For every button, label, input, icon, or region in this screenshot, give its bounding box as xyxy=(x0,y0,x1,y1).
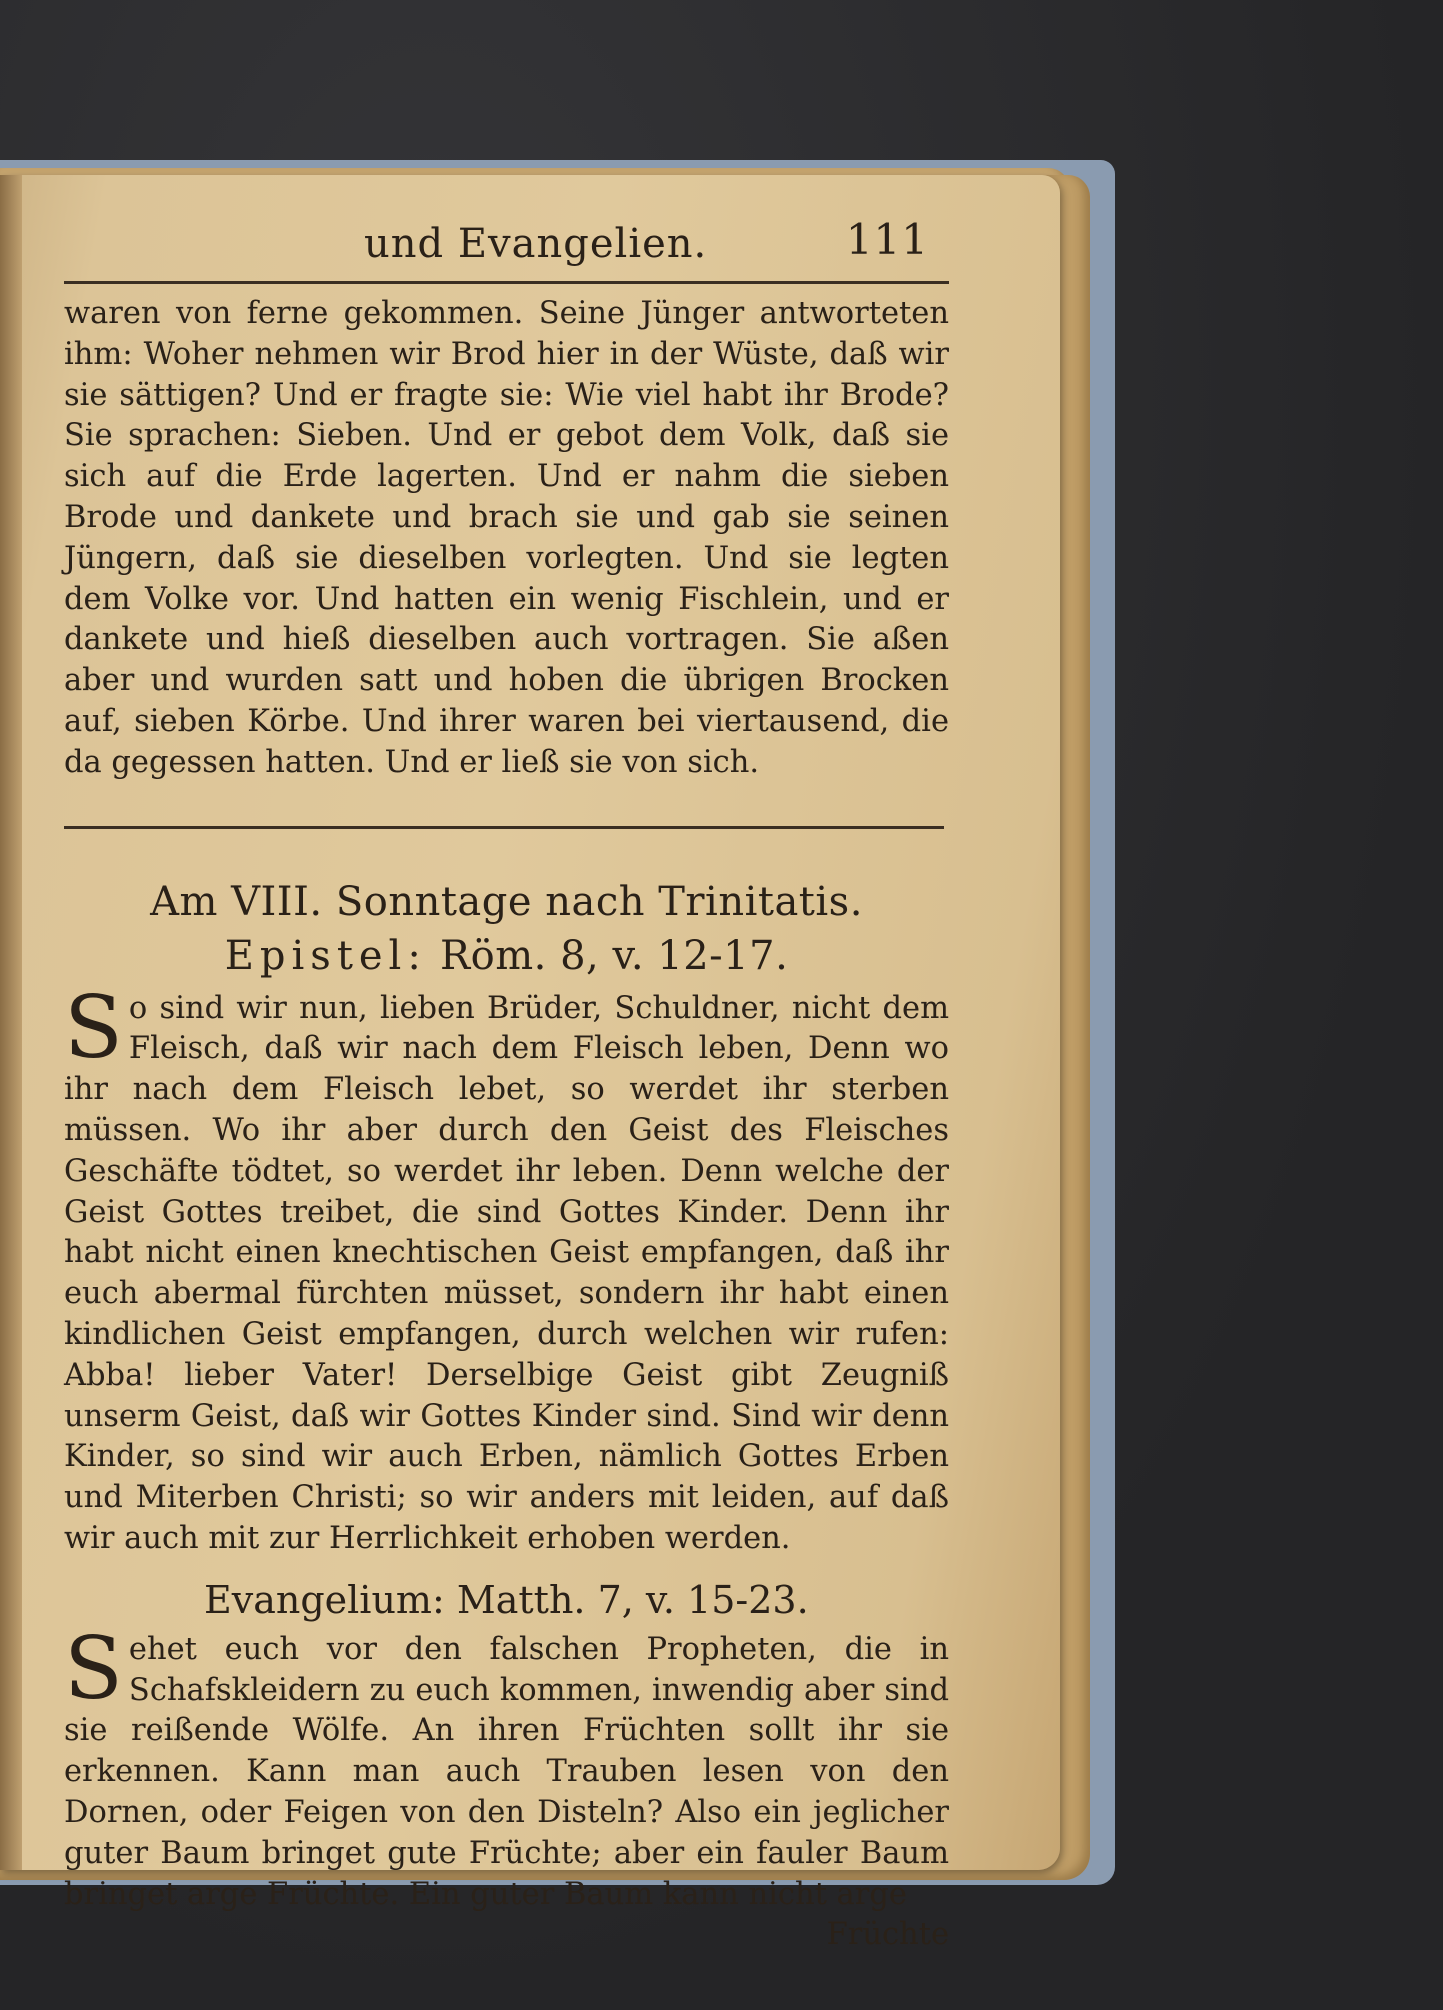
epistle-reference: Röm. 8, v. 12-17. xyxy=(440,932,789,979)
gospel-drop-cap: S xyxy=(64,1618,123,1719)
page-gutter xyxy=(0,175,22,1870)
sunday-title: Am VIII. Sonntage nach Trinitatis. xyxy=(150,878,863,925)
epistle-label: Epistel: xyxy=(224,932,427,979)
gospel-paragraph xyxy=(64,1618,949,1916)
epistle-drop-cap: S xyxy=(64,977,123,1078)
gospel-heading: Evangelium: Matth. 7, v. 15-23. xyxy=(204,1577,809,1622)
page-number: 111 xyxy=(845,215,929,264)
header-rule xyxy=(64,281,949,284)
page-header xyxy=(64,215,949,275)
gospel-text: ehet euch vor den falschen Propheten, die in Schafskleidern zu euch kommen, inwendig aber sind sie reißende Wölfe. An ihren Früchten sollt ihr sie erkennen. Kann man auch Trauben lesen von den Dornen, oder Feigen von den Disteln? Also ein jeglicher guter Baum bringet gute Früchte; aber ein fauler Baum bringet arge Früchte. Ein guter Baum kann nicht arge xyxy=(64,1631,949,1912)
epistle-paragraph xyxy=(64,977,949,1560)
section-separator xyxy=(64,826,944,829)
page-content xyxy=(64,215,949,1955)
running-title: und Evangelien. xyxy=(364,221,708,267)
epistle-text: o sind wir nun, lieben Brüder, Schuldner, nicht dem Fleisch, daß wir nach dem Fleisch leben, Denn wo ihr nach dem Fleisch lebet, so werdet ihr sterben müssen. Wo ihr aber durch den Geist des Fleisches Geschäfte tödtet, so werdet ihr leben. Denn welche der Geist Gottes treibet, die sind Gottes Kinder. Denn ihr habt nicht einen knechtischen Geist empfangen, daß ihr euch abermal fürchten müsset, sondern ihr habt einen kindlichen Geist empfangen, durch welchen wir rufen: Abba! lieber Vater! Derselbige Geist gibt Zeugniß unserm Geist, daß wir Gottes Kinder sind. Sind wir denn Kinder, so sind wir auch Erben, nämlich Gottes Erben und Miterben Christi; so wir anders mit leiden, auf daß wir auch mit zur Herrlichkeit erhoben werden. xyxy=(64,990,949,1556)
catchword: Früchte xyxy=(826,1917,949,1953)
top-paragraph: waren von ferne gekommen. Seine Jünger antworteten ihm: Woher nehmen wir Brod hier in der Wüste, daß wir sie sättigen? Und er fragte sie: Wie viel habt ihr Brode? Sie sprachen: Sieben. Und er gebot dem Volk, daß sie sich auf die Erde lagerten. Und er nahm die sieben Brode und dankete und brach sie und gab sie seinen Jüngern, daß sie dieselben vorlegten. Und sie legten dem Volke vor. Und hatten ein wenig Fischlein, und er dankete und hieß dieselben auch vortragen. Sie aßen aber und wurden satt und hoben die übrigen Brocken auf, sieben Körbe. Und ihrer waren bei viertausend, die da gegessen hatten. Und er ließ sie von sich. xyxy=(64,296,949,780)
epistle-heading xyxy=(64,933,949,979)
